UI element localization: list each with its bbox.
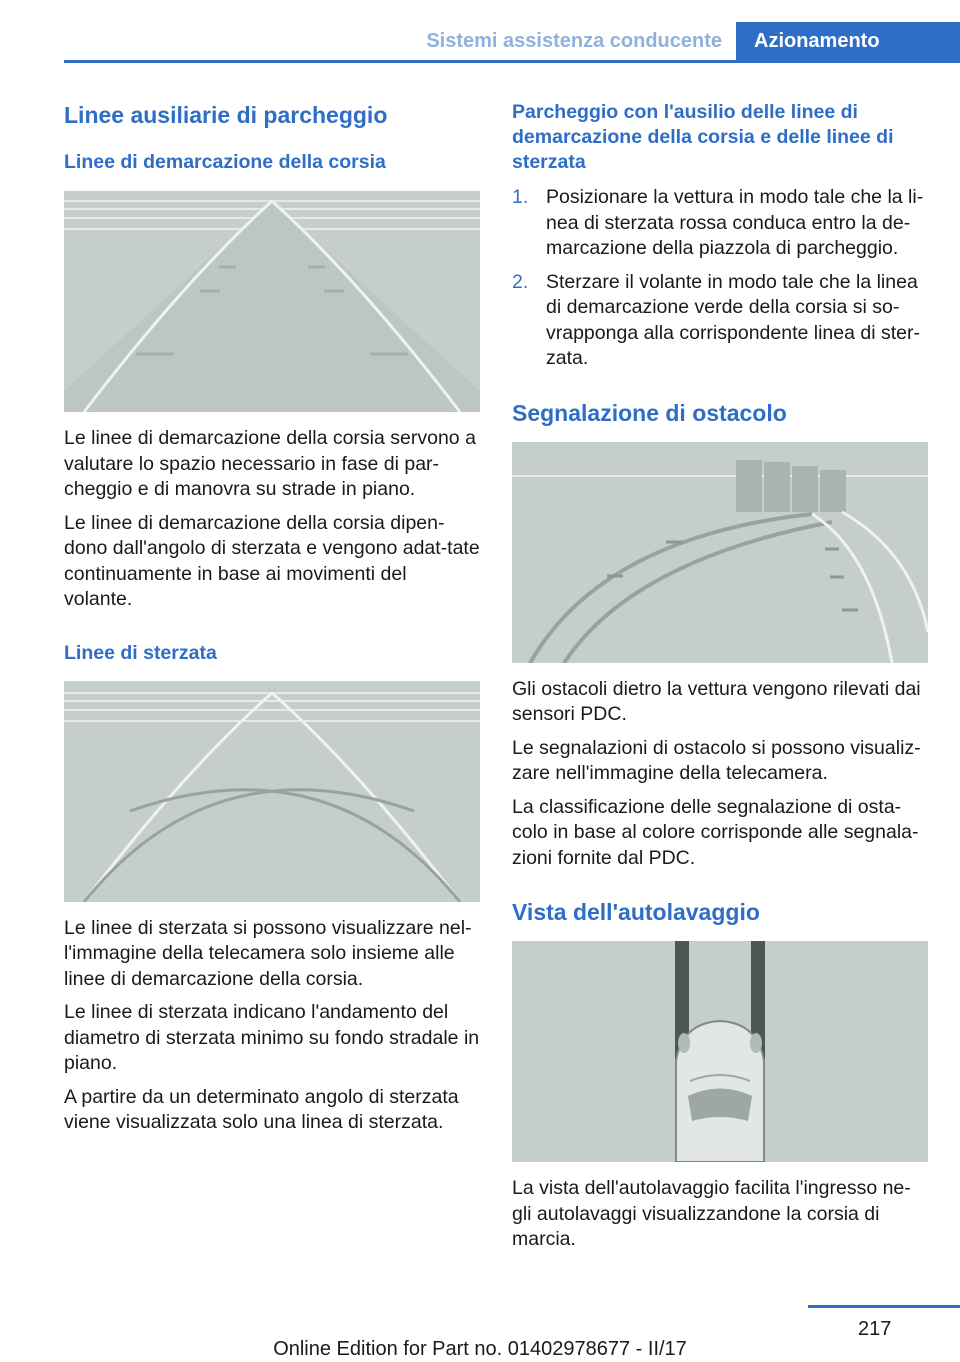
step-text: Sterzare il volante in modo tale che la linea di demarcazione verde della corsia si so-vrapponga alla corrispondente linea di ster-zata. bbox=[546, 270, 920, 369]
footer-rule bbox=[808, 1305, 960, 1308]
paragraph: Le linee di demarcazione della corsia servono a valutare lo spazio necessario in fase di par-cheggio e di manovra su strade in piano. bbox=[64, 427, 476, 500]
obstacle-marking-illustration bbox=[512, 442, 928, 663]
section-heading: Linee ausiliarie di parcheggio bbox=[64, 102, 388, 128]
lane-lines-illustration bbox=[64, 191, 480, 412]
paragraph: Le linee di demarcazione della corsia dipen-dono dall'angolo di sterzata e vengono adat-tate continuamente in base ai movimenti del volante. bbox=[64, 511, 480, 610]
right-column bbox=[512, 100, 928, 1261]
list-item bbox=[512, 270, 928, 372]
left-column bbox=[64, 100, 480, 1144]
header-rule bbox=[64, 60, 960, 63]
page-header bbox=[0, 0, 960, 62]
paragraph: La classificazione delle segnalazione di osta-colo in base al colore corrisponde alle segnala-zioni fornite dal PDC. bbox=[512, 795, 919, 869]
list-item bbox=[512, 185, 928, 262]
edition-note: Online Edition for Part no. 01402978677 - II/17 bbox=[273, 1338, 687, 1360]
paragraph: A partire da un determinato angolo di sterzata viene visualizzata solo una linea di sterzata. bbox=[64, 1085, 459, 1133]
subheading-steering-lines: Linee di sterzata bbox=[64, 641, 217, 664]
paragraph: Le linee di sterzata indicano l'andamento del diametro di sterzata minimo su fondo stradale in piano. bbox=[64, 1001, 480, 1074]
page-number: 217 bbox=[858, 1318, 892, 1340]
subheading-parking-assist: Parcheggio con l'ausilio delle linee di demarcazione della corsia e delle linee di sterzata bbox=[512, 101, 894, 173]
subheading-lane-lines: Linee di demarcazione della corsia bbox=[64, 151, 386, 173]
header-chapter-tab: Azionamento bbox=[736, 22, 960, 62]
paragraph: Gli ostacoli dietro la vettura vengono rilevati dai sensori PDC. bbox=[512, 677, 921, 725]
section-heading-carwash: Vista dell'autolavaggio bbox=[512, 899, 760, 925]
steps-list bbox=[512, 185, 928, 372]
section-heading-obstacle: Segnalazione di ostacolo bbox=[512, 399, 787, 426]
paragraph: Le segnalazioni di ostacolo si possono visualiz-zare nell'immagine della telecamera. bbox=[512, 736, 921, 784]
header-section-title: Sistemi assistenza conducente bbox=[426, 30, 722, 52]
steering-lines-illustration bbox=[64, 681, 480, 902]
step-number: 1. bbox=[512, 186, 529, 208]
step-text: Posizionare la vettura in modo tale che la li-nea di sterzata rossa conduca entro la de-marcazione della piazzola di parcheggio. bbox=[546, 186, 924, 259]
carwash-view-illustration bbox=[512, 941, 928, 1162]
step-number: 2. bbox=[512, 270, 529, 293]
paragraph: Le linee di sterzata si possono visualizzare nel-l'immagine della telecamera solo insieme alle linee di demarcazione della corsia. bbox=[64, 916, 472, 990]
paragraph: La vista dell'autolavaggio facilita l'ingresso ne-gli autolavaggi visualizzandone la corsia di marcia. bbox=[512, 1177, 911, 1250]
